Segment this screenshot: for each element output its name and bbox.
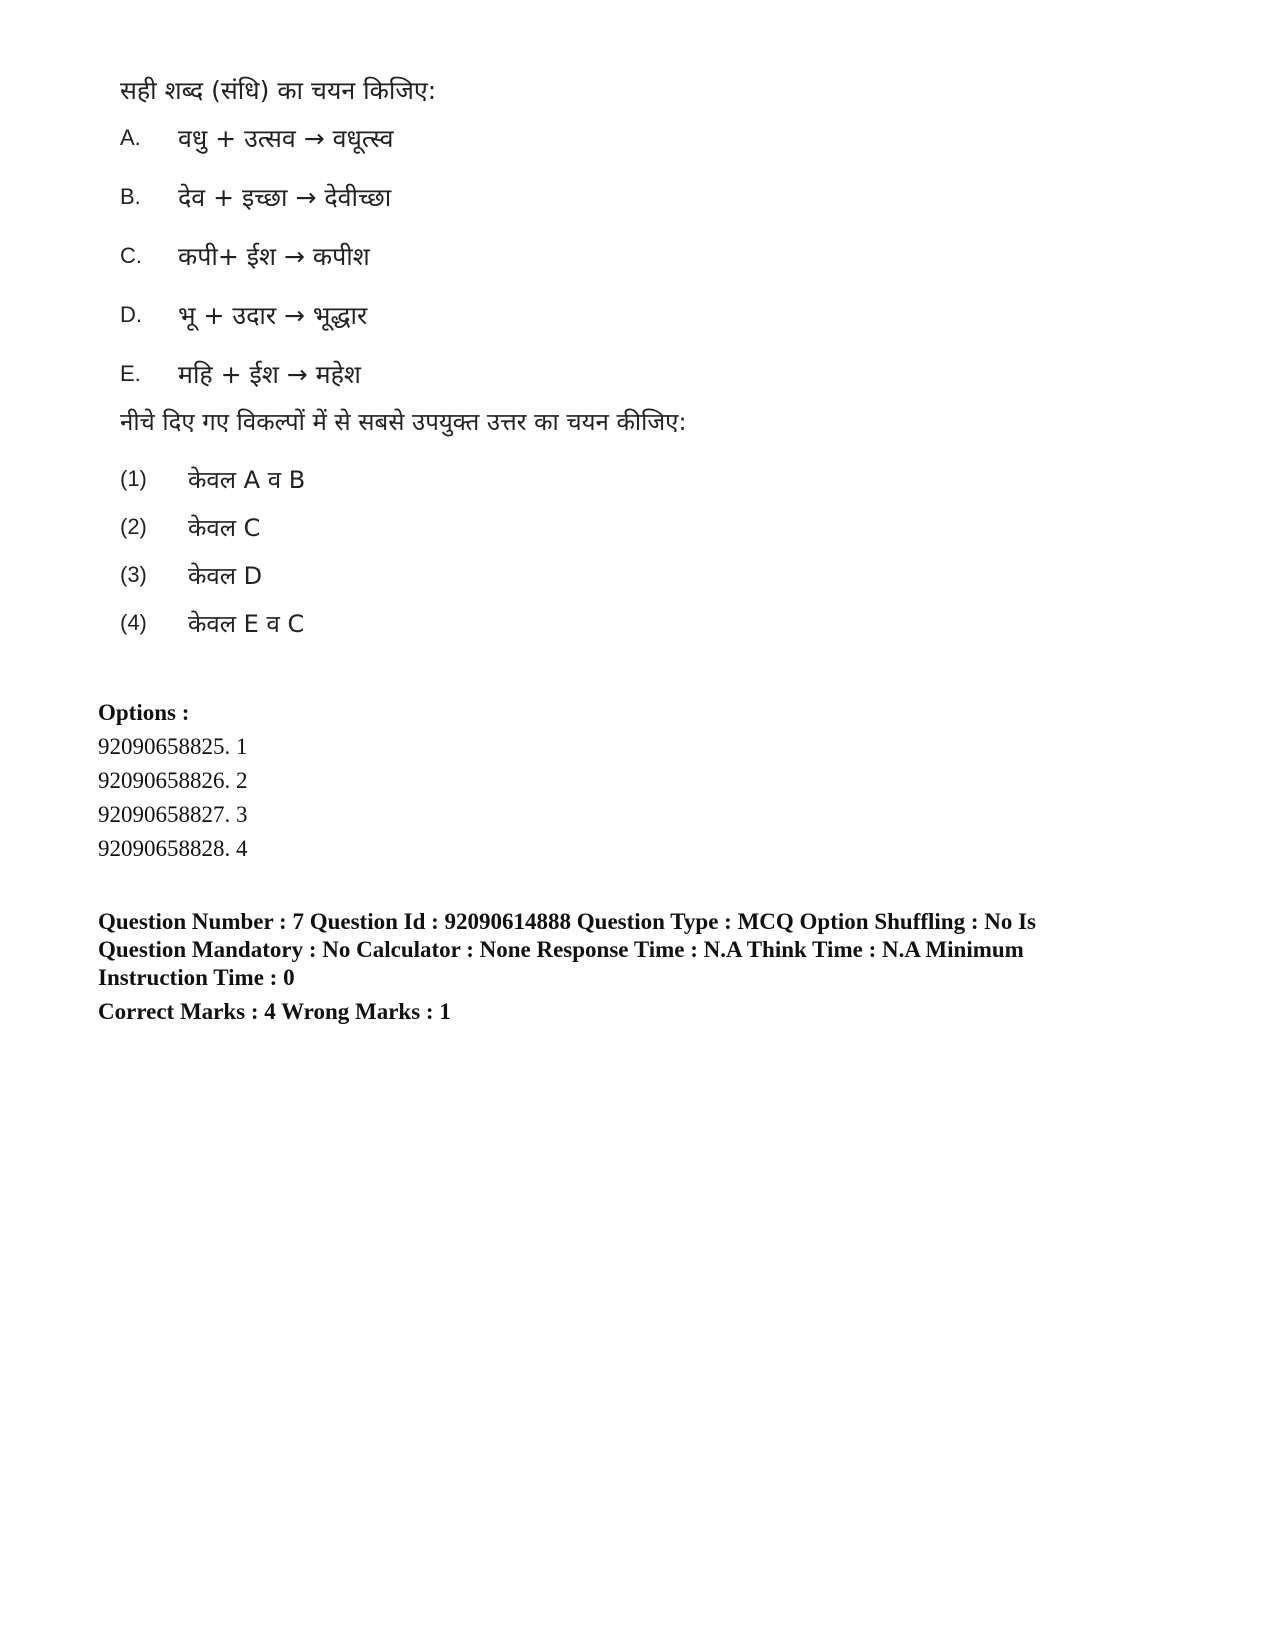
statement-text: भू + उदार → भूद्धार	[178, 300, 368, 330]
statement-item	[120, 167, 752, 226]
choice-number: (4)	[120, 610, 147, 635]
choice-list	[120, 455, 752, 647]
question-details: Question Number : 7 Question Id : 92090614888 Question Type : MCQ Option Shuffling : No Is Question Mandatory : No Calculator : None Response Time : N.A Think Time : N.A Minimum Instruction Time : 0	[98, 909, 1037, 990]
options-heading: Options :	[98, 700, 190, 725]
choice-text: केवल C	[188, 513, 261, 542]
question-image	[112, 60, 752, 647]
statement-item	[120, 226, 752, 285]
option-item: 92090658827. 3	[98, 802, 248, 827]
statement-text: देव + इच्छा → देवीच्छा	[178, 182, 392, 212]
statement-item	[120, 344, 752, 403]
statement-item	[120, 285, 752, 344]
choice-number: (3)	[120, 562, 147, 587]
option-item: 92090658826. 2	[98, 768, 248, 793]
choice-number: (2)	[120, 514, 147, 539]
statement-label: B.	[120, 183, 141, 209]
choice-item	[120, 551, 752, 599]
option-item: 92090658825. 1	[98, 734, 248, 759]
statement-label: E.	[120, 360, 141, 386]
option-item: 92090658828. 4	[98, 836, 248, 861]
choice-number: (1)	[120, 466, 147, 491]
choice-text: केवल E व C	[188, 609, 305, 638]
choice-text: केवल D	[188, 561, 263, 590]
question-marks: Correct Marks : 4 Wrong Marks : 1	[98, 999, 451, 1024]
statement-label: D.	[120, 301, 142, 327]
options-block	[98, 696, 248, 866]
question-instruction: नीचे दिए गए विकल्पों में से सबसे उपयुक्त उत्तर का चयन कीजिए:	[120, 408, 687, 436]
statement-text: महि + ईश → महेश	[178, 359, 361, 389]
question-meta	[98, 908, 1118, 1026]
statement-item	[120, 108, 752, 167]
choice-item	[120, 503, 752, 551]
statement-list	[112, 108, 752, 403]
statement-text: कपी+ ईश → कपीश	[178, 241, 370, 271]
statement-label: C.	[120, 242, 142, 268]
statement-label: A.	[120, 124, 141, 150]
choice-item	[120, 455, 752, 503]
statement-text: वधु + उत्सव → वधूत्स्व	[178, 123, 394, 153]
choice-text: केवल A व B	[188, 465, 306, 494]
question-prompt: सही शब्द (संधि) का चयन किजिए:	[120, 76, 437, 105]
choice-item	[120, 599, 752, 647]
